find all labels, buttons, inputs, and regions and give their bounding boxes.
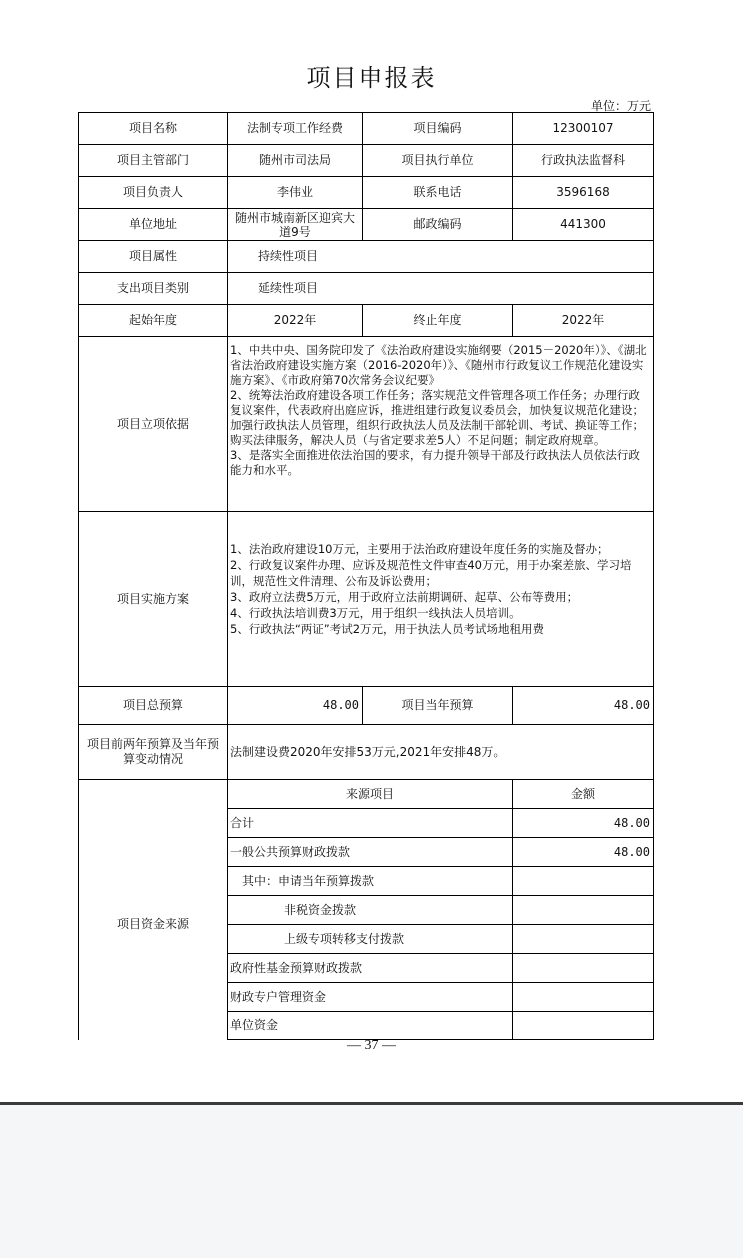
funding-header-amount: 金额: [570, 786, 595, 801]
value-exec-unit: 行政执法监督科: [540, 153, 625, 167]
value-total-budget: 48.00: [322, 698, 359, 712]
value-project-code: 12300107: [552, 121, 614, 135]
label-start-year: 起始年度: [128, 313, 177, 327]
label-funding: 项目资金来源: [116, 916, 189, 931]
label-project-code: 项目编码: [413, 121, 462, 135]
value-address: 随州市城南新区迎宾大道9号: [234, 210, 355, 239]
funding-row-label: 政府性基金预算财政拨款: [230, 960, 363, 975]
viewer-background: [0, 1105, 743, 1258]
value-start-year: 2022年: [273, 313, 317, 327]
funding-row-label: 一般公共预算财政拨款: [230, 844, 351, 859]
label-postcode: 邮政编码: [413, 217, 462, 231]
label-leader: 项目负责人: [122, 185, 183, 199]
label-prev-budget: 项目前两年预算及当年预算变动情况: [86, 737, 219, 766]
value-dept: 随州市司法局: [258, 153, 331, 167]
label-project-name: 项目名称: [128, 121, 177, 135]
label-address: 单位地址: [128, 217, 177, 231]
page-title: 项目申报表: [306, 64, 437, 92]
label-exec-unit: 项目执行单位: [401, 153, 474, 167]
funding-header-source: 来源项目: [345, 786, 394, 801]
funding-row-label: 上级专项转移支付拨款: [284, 931, 405, 946]
value-current-budget: 48.00: [613, 698, 650, 712]
funding-row-amount: [513, 954, 653, 982]
label-end-year: 终止年度: [413, 313, 462, 327]
funding-row-amount: [513, 983, 653, 1011]
label-category: 支出项目类别: [116, 281, 189, 295]
value-leader: 李伟业: [276, 185, 313, 199]
label-basis: 项目立项依据: [116, 416, 189, 431]
label-phone: 联系电话: [413, 185, 462, 199]
value-category: 延续性项目: [258, 281, 319, 295]
funding-row-amount: 48.00: [613, 844, 650, 859]
funding-row-amount: 48.00: [613, 815, 650, 830]
funding-row-label: 单位资金: [230, 1018, 279, 1032]
value-basis: 1、中共中央、国务院印发了《法治政府建设实施纲要（2015－2020年）》、《湖北省法治政府建设实施方案（2016-2020年）》、《随州市行政复议工作规范化建设实施方案》、《市政府第70次常务会议纪要》 2、统筹法治政府建设各项工作任务；落实规范文件管理各项工作任务；办理行政复议案件，代表政府出庭应诉，推进组建行政复议委员会，加快复议规范化建设；加强行政执法人员管理，组织行政执法人员及法制干部轮训、考试、换证等工作；购买法律服务，解决人员（与省定要求差5人）不足问题；制定政府规章。 3、是落实全面推进依法治国的要求，有力提升领导干部及行政执法人员依法行政能力和水平。: [230, 343, 647, 477]
funding-row-amount: [513, 925, 653, 953]
value-prev-budget: 法制建设费2020年安排53万元,2021年安排48万。: [230, 744, 506, 759]
value-project-name: 法制专项工作经费: [246, 121, 343, 135]
funding-row-amount: [513, 896, 653, 924]
label-current-budget: 项目当年预算: [401, 698, 474, 712]
label-dept: 项目主管部门: [116, 153, 189, 167]
unit-label: 单位：万元: [590, 99, 651, 113]
funding-row-label: 非税资金拨款: [284, 902, 357, 917]
value-phone: 3596168: [556, 185, 610, 199]
funding-row-label: 合计: [230, 815, 255, 830]
label-plan: 项目实施方案: [116, 591, 189, 606]
label-attribute: 项目属性: [128, 249, 177, 263]
value-postcode: 441300: [560, 217, 606, 231]
funding-row-label: 财政专户管理资金: [230, 989, 327, 1004]
funding-row-amount: [513, 1012, 653, 1039]
funding-row-amount: [513, 867, 653, 895]
page-number: — 37 —: [347, 1038, 396, 1053]
label-total-budget: 项目总预算: [122, 698, 183, 712]
value-plan: 1、法治政府建设10万元，主要用于法治政府建设年度任务的实施及督办； 2、行政复议案件办理、应诉及规范性文件审查40万元，用于办案差旅、学习培训，规范性文件清理、公布及诉讼费用； 3、政府立法费5万元，用于政府立法前期调研、起草、公布等费用； 4、行政执法培训费3万元，用于组织一线执法人员培训。 5、行政执法“两证”考试2万元，用于执法人员考试场地租用费: [230, 542, 632, 636]
value-end-year: 2022年: [561, 313, 605, 327]
funding-row-label: 其中：申请当年预算拨款: [242, 873, 375, 888]
value-attribute: 持续性项目: [258, 249, 319, 263]
